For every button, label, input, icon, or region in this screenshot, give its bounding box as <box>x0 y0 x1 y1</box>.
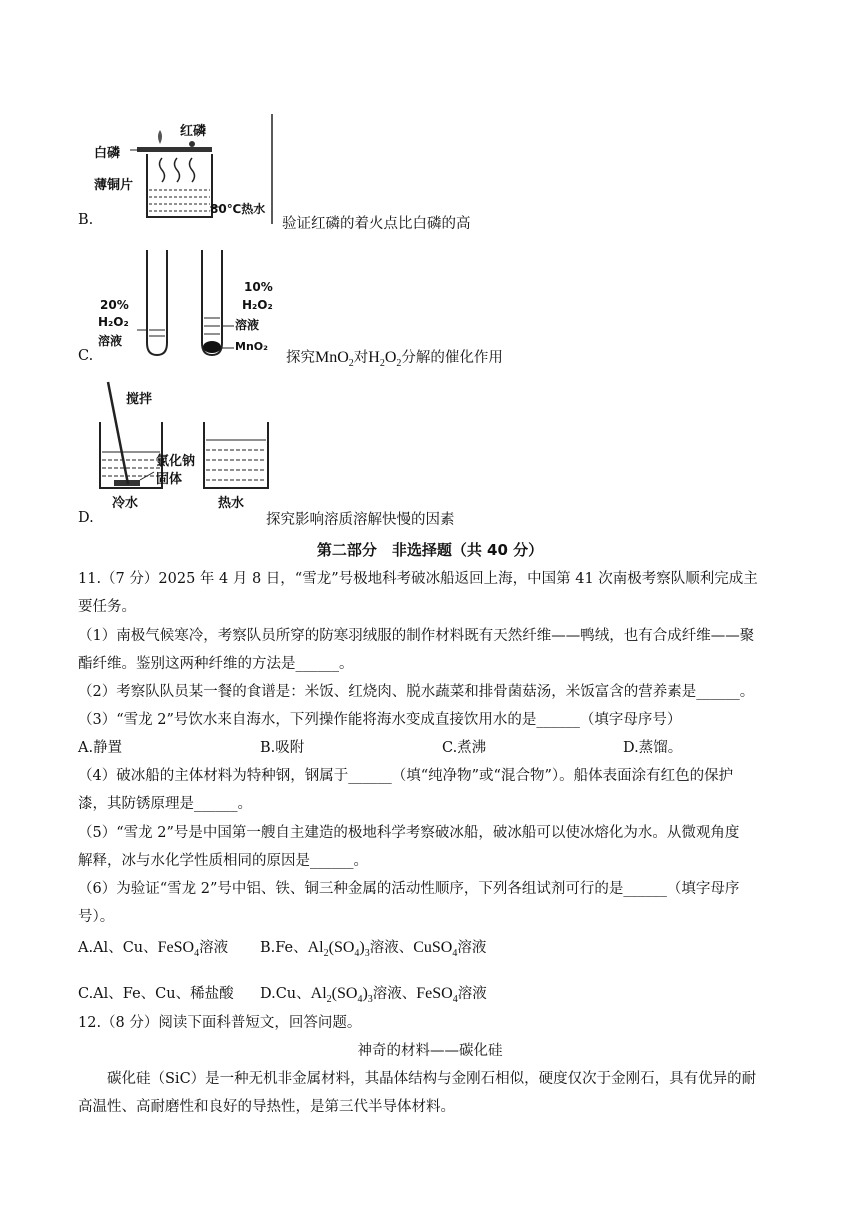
q11-sub5-line-2: 解释，冰与水化学性质相同的原因是______。 <box>78 853 368 869</box>
option-c-label: C. <box>78 348 94 364</box>
q11-sub6-line-2: 号）。 <box>78 909 115 925</box>
label-right-h2o2: H₂O₂ <box>242 298 273 312</box>
q11-sub3: （3）“雪龙 2”号饮水来自海水，下列操作能将海水变成直接饮用水的是______（填字母序号） <box>78 712 682 728</box>
label-left-concentration: 20% <box>100 298 129 312</box>
option-c-caption: 探究MnO$_2$对$H_2O_2$分解的催化作用 <box>286 349 503 370</box>
option-b-caption: 验证红磷的着火点比白磷的高 <box>282 216 471 232</box>
label-right-solution: 溶液 <box>235 318 260 332</box>
option-b-label: B. <box>78 212 94 228</box>
option-d-label: D. <box>78 510 94 526</box>
label-left-solution: 溶液 <box>98 334 123 348</box>
q11-sub6-option-d: D.Cu、$Al_2(SO_4)_3$溶液、FeSO$_4$溶液 <box>260 985 487 1006</box>
q11-intro-line-1: 11.（7 分）2025 年 4 月 8 日，“雪龙”号极地科考破冰船返回上海，中国第 41 次南极考察队顺利完成主 <box>78 571 758 587</box>
label-hot-water: 80℃热水 <box>210 202 266 216</box>
q11-sub5-line-1: （5）“雪龙 2”号是中国第一艘自主建造的极地科学考察破冰船，破冰船可以使冰熔化为水。从微观角度 <box>78 825 740 841</box>
label-red-phosphorus: 红磷 <box>180 124 207 139</box>
q11-sub3-option-c: C.煮沸 <box>442 740 487 756</box>
q12-paragraph-line-2: 高温性、高耐磨性和良好的导热性，是第三代半导体材料。 <box>78 1099 455 1115</box>
q12-article-title: 神奇的材料——碳化硅 <box>357 1043 503 1059</box>
q11-sub1-line-1: （1）南极气候寒冷，考察队员所穿的防寒羽绒服的制作材料既有天然纤维——鸭绒，也有合成纤维——聚 <box>78 628 755 644</box>
q11-sub6-line-1: （6）为验证“雪龙 2”号中铝、铁、铜三种金属的活动性顺序，下列各组试剂可行的是______（填字母序 <box>78 881 740 897</box>
part-two-title: 第二部分 非选择题（共 40 分） <box>316 541 544 559</box>
label-right-mno2: MnO₂ <box>235 340 268 353</box>
q11-sub4-line-2: 漆，其防锈原理是______。 <box>78 796 252 812</box>
q11-sub1-line-2: 酯纤维。鉴别这两种纤维的方法是______。 <box>78 656 354 672</box>
q11-sub6-option-c: C.Al、Fe、Cu、稀盐酸 <box>78 986 234 1002</box>
label-white-phosphorus: 白磷 <box>94 146 121 161</box>
figure-catalyst-experiment <box>92 248 282 363</box>
q12-intro: 12.（8 分）阅读下面科普短文，回答问题。 <box>78 1015 362 1031</box>
label-hot-water-d: 热水 <box>218 496 245 511</box>
label-right-concentration: 10% <box>244 280 273 294</box>
figure-ignition-experiment <box>92 112 277 227</box>
q11-sub6-option-a: A.Al、Cu、FeSO$_4$溶液 <box>78 939 229 960</box>
q11-sub2: （2）考察队队员某一餐的食谱是：米饭、红烧肉、脱水蔬菜和排骨菌菇汤，米饭富含的营养素是______。 <box>78 684 755 700</box>
q11-sub4-line-1: （4）破冰船的主体材料为特种钢，钢属于______（填“纯净物”或“混合物”）。船体表面涂有红色的保护 <box>78 768 734 784</box>
q11-sub3-option-b: B.吸附 <box>260 740 305 756</box>
q11-sub3-option-d: D.蒸馏。 <box>623 740 683 756</box>
label-solid: 固体 <box>156 472 183 487</box>
figure-dissolving-experiment <box>92 380 282 520</box>
label-left-h2o2: H₂O₂ <box>98 315 129 329</box>
label-copper-sheet: 薄铜片 <box>94 178 134 193</box>
q11-intro-line-2: 要任务。 <box>78 599 136 615</box>
label-stir: 搅拌 <box>126 392 153 407</box>
q11-sub6-option-b: B.Fe、$Al_2(SO_4)_3$溶液、CuSO$_4$溶液 <box>260 939 487 960</box>
option-d-caption: 探究影响溶质溶解快慢的因素 <box>266 512 455 528</box>
label-sodium-chloride: 氯化钠 <box>156 454 196 469</box>
q12-paragraph-line-1: 碳化硅（SiC）是一种无机非金属材料，其晶体结构与金刚石相似，硬度仅次于金刚石，具有优异的耐 <box>107 1071 757 1087</box>
label-cold-water: 冷水 <box>112 496 139 511</box>
q11-sub3-option-a: A.静置 <box>78 740 123 756</box>
